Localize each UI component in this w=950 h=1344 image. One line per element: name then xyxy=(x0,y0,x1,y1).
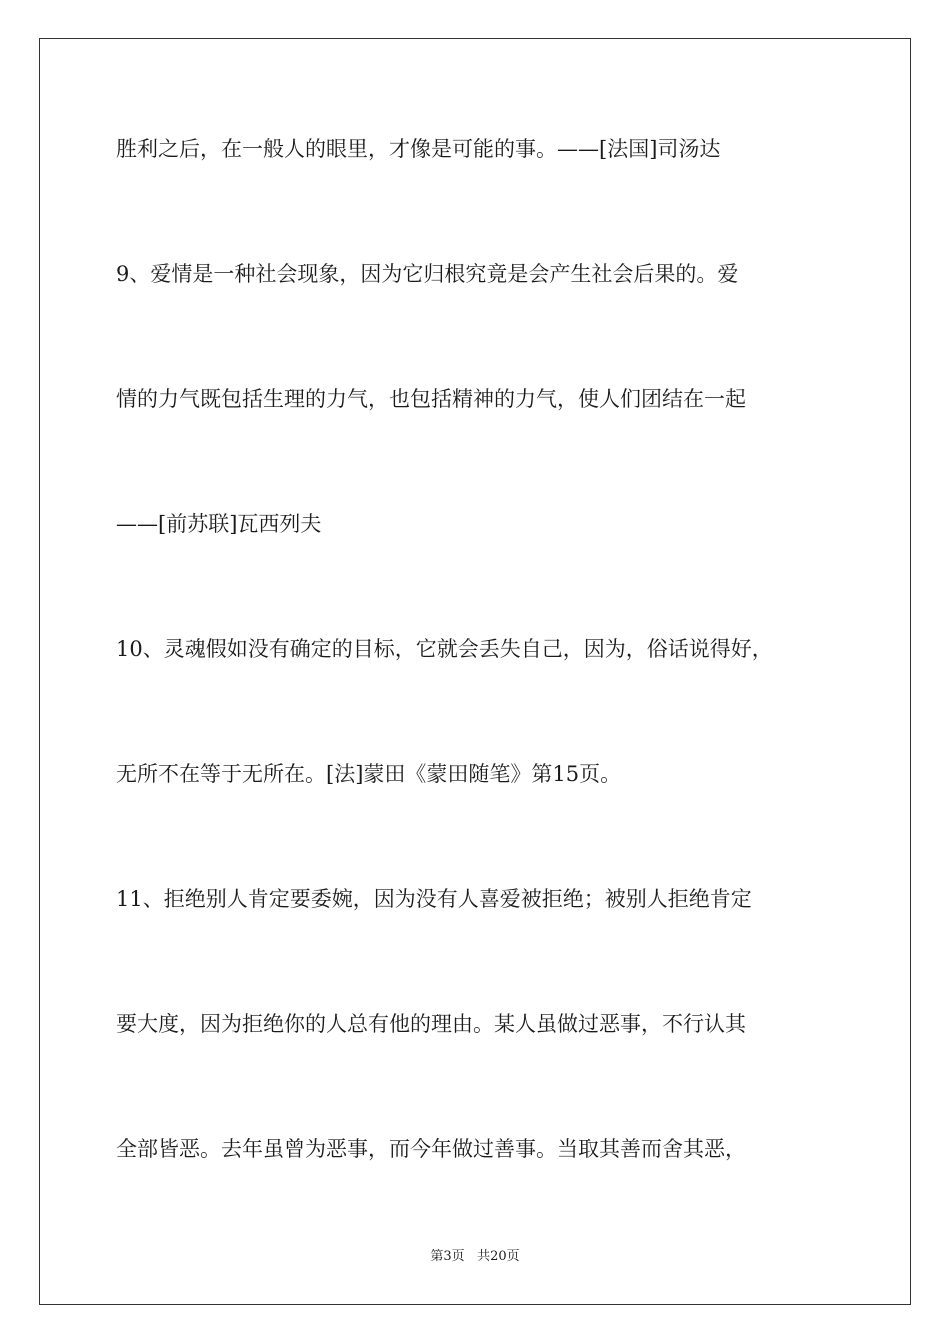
page-frame xyxy=(39,38,911,1305)
text-line-4: ——[前苏联]瓦西列夫 xyxy=(116,512,322,536)
text-line-2: 9、爱情是一种社会现象，因为它归根究竟是会产生社会后果的。爱 xyxy=(116,262,739,286)
text-line-9: 全部皆恶。去年虽曾为恶事，而今年做过善事。当取其善而舍其恶， xyxy=(116,1137,746,1161)
page-total: 共20页 xyxy=(477,1249,520,1264)
text-line-7: 11、拒绝别人肯定要委婉，因为没有人喜爱被拒绝；被别人拒绝肯定 xyxy=(116,887,752,911)
page-footer xyxy=(0,1248,950,1266)
text-line-1: 胜利之后，在一般人的眼里，才像是可能的事。——[法国]司汤达 xyxy=(116,137,721,161)
text-line-6: 无所不在等于无所在。[法]蒙田《蒙田随笔》第15页。 xyxy=(116,762,622,786)
page-number: 第3页 xyxy=(430,1249,465,1264)
text-line-3: 情的力气既包括生理的力气，也包括精神的力气，使人们团结在一起 xyxy=(116,387,746,411)
text-line-8: 要大度，因为拒绝你的人总有他的理由。某人虽做过恶事，不行认其 xyxy=(116,1012,746,1036)
text-line-5: 10、灵魂假如没有确定的目标，它就会丢失自己，因为，俗话说得好， xyxy=(116,637,773,661)
